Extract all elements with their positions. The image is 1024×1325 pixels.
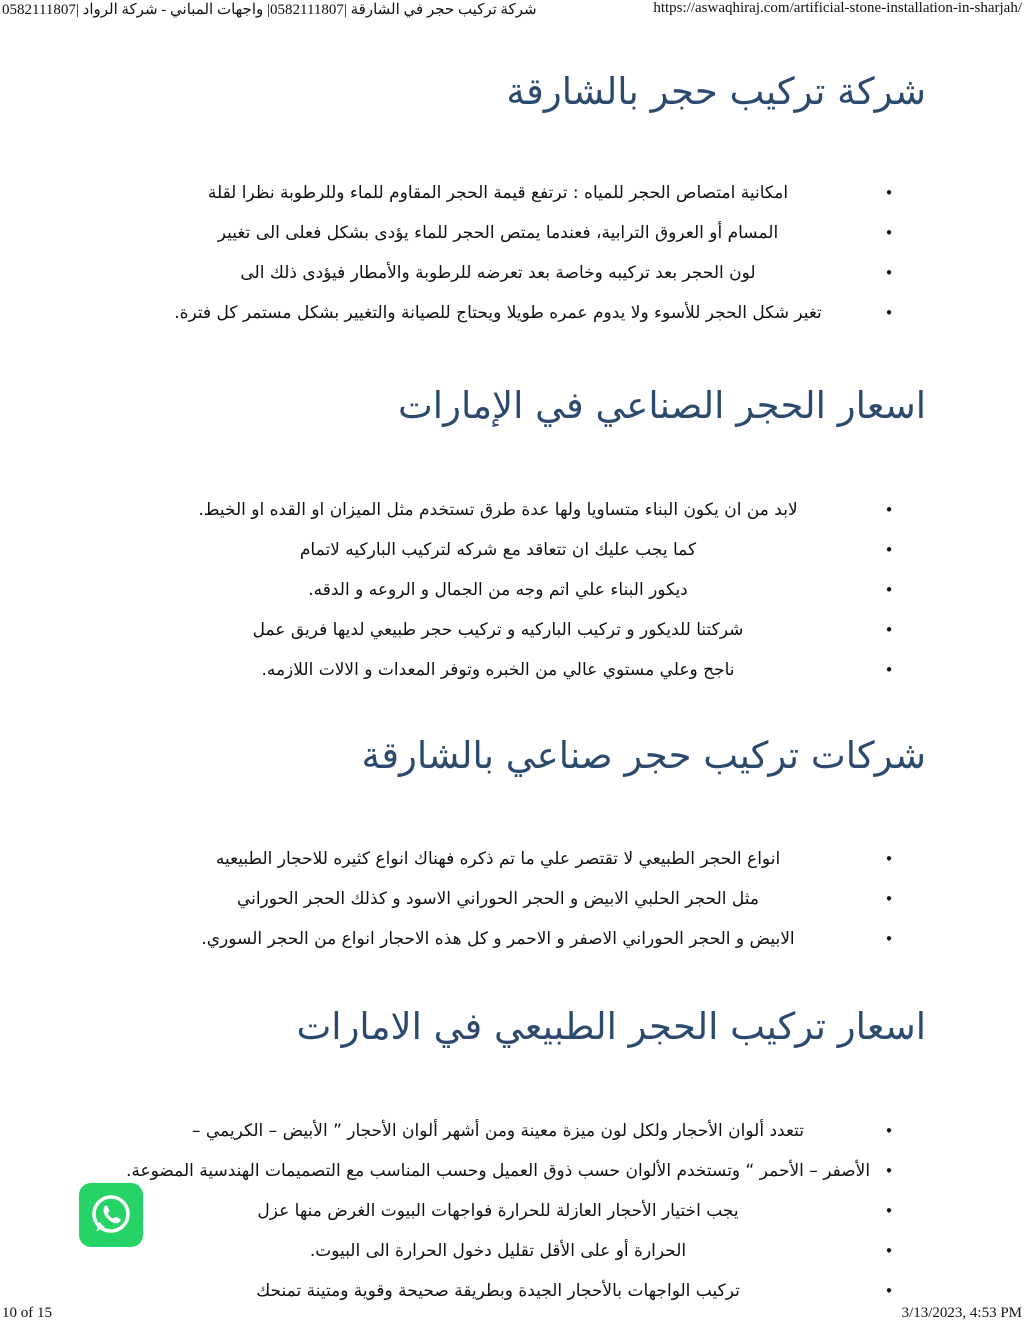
- list-item: • الحرارة أو على الأقل تقليل دخول الحرارة الى البيوت.: [90, 1231, 926, 1271]
- bullet-list: [90, 173, 926, 333]
- bullet-icon: •: [884, 661, 894, 679]
- bullet-icon: •: [884, 1282, 894, 1300]
- bullet-list: [90, 1111, 926, 1311]
- bullet-list: [90, 839, 926, 959]
- bullet-icon: •: [884, 890, 894, 908]
- list-item: • ديكور البناء علي اتم وجه من الجمال و الروعه و الدقه.: [90, 570, 926, 610]
- list-item: • لابد من ان يكون البناء متساويا ولها عدة طرق تستخدم مثل الميزان او القده او الخيط.: [90, 490, 926, 530]
- bullet-icon: •: [884, 1122, 894, 1140]
- list-item: • تغير شكل الحجر للأسوء ولا يدوم عمره طويلا ويحتاج للصيانة والتغيير بشكل مستمر كل فترة.: [90, 293, 926, 333]
- list-item: • ناجح وعلي مستوي عالي من الخبره وتوفر المعدات و الالات اللازمه.: [90, 650, 926, 690]
- list-item: • مثل الحجر الحلبي الابيض و الحجر الحوراني الاسود و كذلك الحجر الحوراني: [90, 879, 926, 919]
- bullet-icon: •: [884, 1202, 894, 1220]
- list-item: • يجب اختيار الأحجار العازلة للحرارة فواجهات البيوت الغرض منها عزل: [90, 1191, 926, 1231]
- whatsapp-icon: [87, 1191, 135, 1239]
- section-stone-installation-sharjah: [90, 60, 926, 333]
- bullet-icon: •: [884, 850, 894, 868]
- whatsapp-button[interactable]: [79, 1183, 143, 1247]
- list-item: • الابيض و الحجر الحوراني الاصفر و الاحمر و كل هذه الاحجار انواع من الحجر السوري.: [90, 919, 926, 959]
- print-datetime: 3/13/2023, 4:53 PM: [901, 1305, 1022, 1321]
- page-title: شركة تركيب حجر في الشارقة |0582111807| واجهات المباني - شركة الرواد |0582111807: [2, 2, 537, 18]
- list-item: • المسام أو العروق الترابية، فعندما يمتص الحجر للماء يؤدى بشكل فعلى الى تغيير: [90, 213, 926, 253]
- bullet-icon: •: [884, 501, 894, 519]
- bullet-icon: •: [884, 581, 894, 599]
- bullet-icon: •: [884, 541, 894, 559]
- list-item: • تركيب الواجهات بالأحجار الجيدة وبطريقة صحيحة وقوية ومتينة تمنحك: [90, 1271, 926, 1311]
- bullet-icon: •: [884, 621, 894, 639]
- bullet-icon: •: [884, 1242, 894, 1260]
- list-item: • تتعدد ألوان الأحجار ولكل لون ميزة معينة ومن أشهر ألوان الأحجار ” الأبيض – الكريمي –: [90, 1111, 926, 1151]
- list-item: • امكانية امتصاص الحجر للمياه : ترتفع قيمة الحجر المقاوم للماء وللرطوبة نظرا لقلة: [90, 173, 926, 213]
- section-artificial-stone-companies-sharjah: [90, 724, 926, 959]
- bullet-icon: •: [884, 184, 894, 202]
- list-item: • شركتنا للديكور و تركيب الباركيه و تركيب حجر طبيعي لديها فريق عمل: [90, 610, 926, 650]
- section-natural-stone-prices-uae: [90, 995, 926, 1311]
- print-footer: [0, 1303, 1024, 1325]
- page-url[interactable]: https://aswaqhiraj.com/artificial-stone-installation-in-sharjah/: [653, 0, 1022, 16]
- list-item: • كما يجب عليك ان تتعاقد مع شركه لتركيب الباركيه لاتمام: [90, 530, 926, 570]
- section-artificial-stone-prices-uae: [90, 374, 926, 690]
- bullet-icon: •: [884, 1162, 894, 1180]
- article-content: [90, 60, 926, 1311]
- bullet-icon: •: [884, 930, 894, 948]
- bullet-icon: •: [884, 224, 894, 242]
- section-heading: شركات تركيب حجر صناعي بالشارقة: [361, 734, 926, 777]
- print-header: [0, 0, 1024, 22]
- list-item: • الأصفر – الأحمر “ وتستخدم الألوان حسب ذوق العميل وحسب المناسب مع التصميمات الهندسية المضوعة.: [90, 1151, 926, 1191]
- bullet-icon: •: [884, 264, 894, 282]
- list-item: • لون الحجر بعد تركيبه وخاصة بعد تعرضه للرطوبة والأمطار فيؤدى ذلك الى: [90, 253, 926, 293]
- page-number: 10 of 15: [2, 1305, 52, 1321]
- list-item: • انواع الحجر الطبيعي لا تقتصر علي ما تم ذكره فهناك انواع كثيره للاحجار الطبيعيه: [90, 839, 926, 879]
- bullet-list: [90, 490, 926, 690]
- section-heading: شركة تركيب حجر بالشارقة: [506, 70, 926, 113]
- section-heading: اسعار تركيب الحجر الطبيعي في الامارات: [296, 1005, 926, 1048]
- section-heading: اسعار الحجر الصناعي في الإمارات: [397, 384, 926, 427]
- bullet-icon: •: [884, 304, 894, 322]
